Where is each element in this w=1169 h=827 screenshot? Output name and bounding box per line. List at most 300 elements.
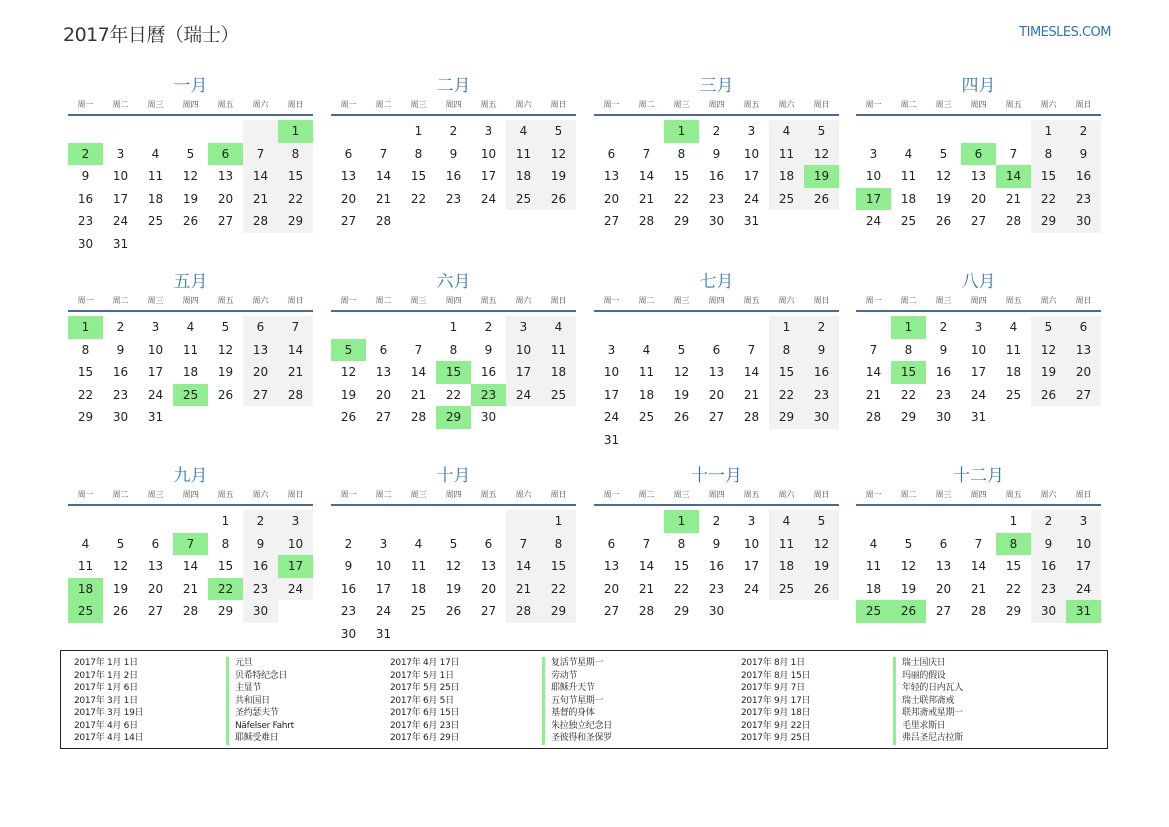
day-cell: 30	[708, 214, 725, 228]
holiday-date: 2017年 1月 6日	[74, 683, 138, 693]
day-cell: 31	[375, 626, 392, 641]
holiday-name: 耶稣升天节	[542, 682, 595, 695]
day-cell: 21	[865, 387, 882, 402]
holiday-item	[390, 657, 612, 670]
day-cell: 2	[243, 510, 278, 533]
empty-cell	[594, 316, 629, 339]
day-cell: 11	[865, 559, 882, 573]
day-cell: 27	[970, 214, 987, 228]
empty-cell	[173, 510, 208, 533]
day-cell: 4	[769, 510, 804, 533]
day-cell: 26	[112, 604, 129, 618]
day-cell: 3	[151, 320, 160, 334]
day-cell: 20	[147, 581, 164, 596]
page-title: 2017年日曆（瑞士）	[63, 24, 239, 46]
day-grid	[594, 316, 839, 451]
day-cell: 18	[900, 191, 917, 206]
holiday-date: 2017年 4月 17日	[390, 658, 460, 668]
day-cell: 15	[769, 361, 804, 384]
day-cell: 28	[182, 604, 199, 618]
day-cell: 11	[769, 533, 804, 556]
weekday-label: 周五	[743, 490, 760, 499]
site-link[interactable]: TIMESLES.COM	[1019, 25, 1111, 40]
day-cell: 8	[81, 342, 90, 357]
month-9	[68, 464, 313, 623]
empty-cell	[436, 510, 471, 533]
weekday-label: 周二	[638, 100, 655, 109]
empty-cell	[629, 510, 664, 533]
day-cell: 23	[708, 581, 725, 596]
day-cell: 20	[603, 191, 620, 206]
day-cell: 26	[1031, 384, 1066, 407]
weekday-label: 周四	[182, 490, 199, 499]
day-cell: 11	[769, 143, 804, 166]
holiday-item	[74, 695, 294, 708]
day-cell: 29	[1005, 604, 1022, 618]
weekday-label: 周二	[900, 490, 917, 499]
weekday-label: 周四	[445, 490, 462, 499]
day-grid	[594, 510, 839, 623]
day-cell: 3	[1066, 510, 1101, 533]
day-grid	[856, 120, 1101, 233]
day-cell: 16	[1031, 555, 1066, 578]
holiday-name: 玛丽的假设	[893, 670, 946, 683]
day-cell: 15	[278, 165, 313, 188]
weekday-label: 周二	[638, 296, 655, 305]
day-cell: 16	[708, 169, 725, 183]
weekday-label: 周日	[287, 296, 304, 305]
day-cell: 11	[541, 339, 576, 362]
holiday-item	[74, 732, 294, 745]
day-cell: 18	[410, 581, 427, 596]
day-grid	[68, 510, 313, 623]
day-cell: 4	[186, 320, 195, 334]
weekday-label: 周二	[375, 490, 392, 499]
weekday-label: 周四	[970, 100, 987, 109]
empty-cell	[891, 510, 926, 533]
holiday-name: 圣彼得和圣保罗	[542, 732, 612, 745]
day-cell: 6	[712, 342, 721, 357]
day-cell: 15	[410, 169, 427, 183]
day-cell: 19	[217, 365, 234, 379]
weekday-header	[594, 488, 839, 506]
day-cell: 28	[638, 604, 655, 618]
day-cell: 16	[708, 559, 725, 573]
day-cell: 23	[77, 214, 94, 228]
holiday-date: 2017年 9月 7日	[741, 683, 805, 693]
day-cell: 21	[638, 581, 655, 596]
empty-cell	[138, 510, 173, 533]
day-cell: 4	[81, 536, 90, 551]
day-cell: 14	[506, 555, 541, 578]
empty-cell	[926, 510, 961, 533]
day-cell: 29	[77, 410, 94, 424]
day-cell: 7	[642, 146, 651, 161]
day-cell: 18	[769, 165, 804, 188]
weekday-header	[68, 98, 313, 116]
weekday-header	[856, 98, 1101, 116]
empty-cell	[243, 120, 278, 143]
weekday-label: 周一	[865, 296, 882, 305]
day-grid	[594, 120, 839, 233]
weekday-label: 周五	[1005, 100, 1022, 109]
day-cell: 15	[673, 169, 690, 183]
day-cell: 24	[743, 581, 760, 596]
day-cell: 24	[603, 410, 620, 424]
day-cell: 14	[743, 365, 760, 379]
weekday-header	[331, 98, 576, 116]
day-cell: 29	[900, 410, 917, 424]
day-cell: 24	[1066, 578, 1101, 601]
day-cell: 18	[1005, 365, 1022, 379]
weekday-label: 周二	[112, 100, 129, 109]
empty-cell	[594, 120, 629, 143]
month-title: 七月	[699, 272, 734, 292]
day-cell: 7	[278, 316, 313, 339]
day-cell: 11	[900, 169, 917, 183]
day-cell: 21	[506, 578, 541, 601]
day-cell: 25	[638, 410, 655, 424]
day-cell: 20	[970, 191, 987, 206]
day-cell: 6	[607, 146, 616, 161]
weekday-label: 周四	[708, 490, 725, 499]
day-cell: 9	[712, 146, 721, 161]
day-cell: 25	[410, 604, 427, 618]
day-cell: 7	[869, 342, 878, 357]
day-cell: 17	[375, 581, 392, 596]
empty-cell	[366, 120, 401, 143]
weekday-label: 周五	[1005, 490, 1022, 499]
day-cell: 4	[904, 146, 913, 161]
day-cell: 20	[217, 191, 234, 206]
day-cell: 28	[278, 384, 313, 407]
day-cell: 7	[974, 536, 983, 551]
empty-cell	[366, 510, 401, 533]
day-cell: 31	[970, 410, 987, 424]
day-cell: 24	[743, 191, 760, 206]
day-cell: 28	[1005, 214, 1022, 228]
weekday-header	[594, 294, 839, 312]
day-cell: 13	[243, 339, 278, 362]
month-12	[856, 464, 1101, 623]
day-cell: 25	[506, 188, 541, 211]
day-cell: 30	[708, 604, 725, 618]
day-cell: 3	[379, 536, 388, 551]
day-cell: 16	[243, 555, 278, 578]
holiday-item	[390, 720, 612, 733]
holiday-day-cell: 15	[436, 361, 471, 384]
day-cell: 12	[182, 169, 199, 183]
holiday-day-cell: 18	[68, 578, 103, 601]
day-cell: 3	[607, 342, 616, 357]
day-cell: 13	[375, 365, 392, 379]
day-cell: 28	[506, 600, 541, 623]
weekday-label: 周二	[900, 296, 917, 305]
day-cell: 20	[935, 581, 952, 596]
day-cell: 5	[116, 536, 125, 551]
day-cell: 10	[865, 169, 882, 183]
empty-cell	[664, 316, 699, 339]
holiday-day-cell: 17	[856, 188, 891, 211]
holiday-item	[390, 695, 612, 708]
day-cell: 2	[1031, 510, 1066, 533]
day-cell: 26	[541, 188, 576, 211]
weekday-label: 周五	[480, 490, 497, 499]
weekday-header	[856, 488, 1101, 506]
holiday-name: 弗吕圣尼古拉斯	[893, 732, 963, 745]
day-cell: 4	[506, 120, 541, 143]
day-cell: 10	[375, 559, 392, 573]
holiday-date: 2017年 6月 29日	[390, 733, 460, 743]
weekday-label: 周一	[865, 100, 882, 109]
holiday-item	[74, 720, 294, 733]
day-cell: 31	[112, 236, 129, 251]
day-cell: 24	[506, 384, 541, 407]
day-cell: 3	[974, 320, 983, 334]
holiday-date: 2017年 4月 6日	[74, 720, 138, 731]
day-cell: 19	[935, 191, 952, 206]
day-cell: 23	[1031, 578, 1066, 601]
day-cell: 2	[116, 320, 125, 334]
day-cell: 4	[541, 316, 576, 339]
month-title: 六月	[436, 272, 471, 292]
day-cell: 28	[638, 214, 655, 228]
day-cell: 27	[243, 384, 278, 407]
day-cell: 12	[340, 365, 357, 379]
day-cell: 23	[340, 604, 357, 618]
empty-cell	[926, 120, 961, 143]
month-title: 四月	[961, 76, 996, 96]
day-cell: 25	[541, 384, 576, 407]
day-cell: 3	[747, 514, 756, 528]
holiday-name: 复活节星期一	[542, 657, 603, 670]
day-cell: 19	[182, 191, 199, 206]
day-cell: 18	[182, 365, 199, 379]
day-cell: 21	[182, 581, 199, 596]
holiday-day-cell: 5	[331, 339, 366, 362]
holiday-item	[741, 707, 963, 720]
day-cell: 31	[147, 410, 164, 424]
holiday-item	[741, 682, 963, 695]
day-cell: 30	[112, 410, 129, 424]
month-10	[331, 464, 576, 645]
day-cell: 9	[1066, 143, 1101, 166]
day-cell: 30	[480, 410, 497, 424]
month-title: 五月	[173, 272, 208, 292]
weekday-label: 周日	[1075, 100, 1092, 109]
day-cell: 27	[217, 214, 234, 228]
weekday-label: 周日	[287, 100, 304, 109]
day-cell: 16	[1066, 165, 1101, 188]
day-cell: 25	[769, 188, 804, 211]
weekday-label: 周三	[410, 100, 427, 109]
empty-cell	[699, 316, 734, 339]
day-cell: 3	[506, 316, 541, 339]
weekday-label: 周一	[77, 100, 94, 109]
day-cell: 22	[278, 188, 313, 211]
empty-cell	[331, 316, 366, 339]
month-title: 一月	[173, 76, 208, 96]
weekday-label: 周日	[1075, 490, 1092, 499]
month-title: 十二月	[953, 466, 1004, 486]
holiday-day-cell: 25	[173, 384, 208, 407]
day-cell: 16	[804, 361, 839, 384]
empty-cell	[138, 120, 173, 143]
holiday-name: 联邦斋戒星期一	[893, 707, 963, 720]
weekday-label: 周四	[445, 296, 462, 305]
day-cell: 12	[217, 342, 234, 357]
day-cell: 12	[804, 143, 839, 166]
day-cell: 23	[445, 191, 462, 206]
day-cell: 22	[900, 387, 917, 402]
weekday-label: 周六	[515, 100, 532, 109]
empty-cell	[401, 316, 436, 339]
day-cell: 27	[375, 410, 392, 424]
holiday-day-cell: 6	[961, 143, 996, 166]
holiday-name: 共和国日	[226, 695, 270, 708]
day-cell: 8	[677, 536, 686, 551]
weekday-label: 周三	[410, 490, 427, 499]
day-cell: 12	[673, 365, 690, 379]
day-cell: 26	[673, 410, 690, 424]
weekday-label: 周一	[77, 490, 94, 499]
day-cell: 8	[677, 146, 686, 161]
empty-cell	[208, 120, 243, 143]
day-cell: 30	[77, 236, 94, 251]
day-cell: 8	[769, 339, 804, 362]
day-cell: 27	[935, 604, 952, 618]
holiday-name: 贝希特纪念日	[226, 670, 287, 683]
day-cell: 23	[1066, 188, 1101, 211]
month-title: 三月	[699, 76, 734, 96]
day-cell: 19	[1031, 361, 1066, 384]
day-cell: 30	[935, 410, 952, 424]
holiday-day-cell: 2	[68, 143, 103, 166]
month-title: 八月	[961, 272, 996, 292]
holiday-name: 圣约瑟夫节	[226, 707, 279, 720]
empty-cell	[331, 510, 366, 533]
weekday-label: 周三	[147, 296, 164, 305]
day-cell: 21	[970, 581, 987, 596]
day-cell: 6	[379, 342, 388, 357]
day-cell: 25	[769, 578, 804, 601]
holiday-date: 2017年 6月 5日	[390, 695, 454, 706]
weekday-label: 周二	[375, 296, 392, 305]
day-cell: 25	[900, 214, 917, 228]
weekday-label: 周二	[112, 296, 129, 305]
day-cell: 9	[1031, 533, 1066, 556]
empty-cell	[734, 316, 769, 339]
day-cell: 27	[603, 214, 620, 228]
day-cell: 27	[1066, 384, 1101, 407]
holiday-date: 2017年 9月 25日	[741, 733, 811, 743]
day-cell: 5	[449, 536, 458, 551]
day-cell: 24	[278, 578, 313, 601]
day-cell: 29	[217, 604, 234, 618]
day-grid	[856, 316, 1101, 429]
weekday-label: 周四	[182, 100, 199, 109]
holiday-item	[74, 657, 294, 670]
day-cell: 15	[673, 559, 690, 573]
weekday-label: 周四	[970, 296, 987, 305]
day-cell: 11	[410, 559, 427, 573]
day-cell: 28	[743, 410, 760, 424]
weekday-label: 周六	[778, 490, 795, 499]
day-cell: 21	[278, 361, 313, 384]
day-grid	[331, 510, 576, 645]
day-cell: 24	[112, 214, 129, 228]
day-grid	[856, 510, 1101, 623]
holiday-name: 劳动节	[542, 670, 577, 683]
holiday-name: 毛里求斯日	[893, 720, 946, 733]
day-cell: 3	[116, 146, 125, 161]
weekday-label: 周一	[603, 490, 620, 499]
day-cell: 19	[541, 165, 576, 188]
day-cell: 5	[677, 342, 686, 357]
holiday-day-cell: 1	[68, 316, 103, 339]
holiday-day-cell: 1	[891, 316, 926, 339]
month-6	[331, 270, 576, 429]
day-cell: 12	[445, 559, 462, 573]
day-grid	[68, 120, 313, 255]
weekday-label: 周日	[813, 490, 830, 499]
holiday-name: 基督的身体	[542, 707, 595, 720]
holiday-name: 元旦	[226, 657, 252, 670]
day-cell: 14	[970, 559, 987, 573]
day-cell: 11	[77, 559, 94, 573]
day-cell: 18	[506, 165, 541, 188]
weekday-label: 周六	[252, 100, 269, 109]
holiday-day-cell: 25	[856, 600, 891, 623]
day-cell: 10	[970, 342, 987, 357]
day-cell: 21	[410, 387, 427, 402]
day-cell: 4	[414, 536, 423, 551]
day-cell: 9	[484, 342, 493, 357]
holiday-item	[390, 682, 612, 695]
day-cell: 14	[638, 169, 655, 183]
day-cell: 25	[147, 214, 164, 228]
holiday-day-cell: 26	[891, 600, 926, 623]
holiday-date: 2017年 3月 1日	[74, 695, 138, 706]
holiday-day-cell: 6	[208, 143, 243, 166]
month-title: 十月	[436, 466, 471, 486]
holiday-date: 2017年 9月 17日	[741, 695, 811, 706]
weekday-label: 周三	[673, 100, 690, 109]
day-cell: 29	[673, 214, 690, 228]
day-cell: 20	[1066, 361, 1101, 384]
day-cell: 12	[541, 143, 576, 166]
month-title: 九月	[173, 466, 208, 486]
month-3	[594, 74, 839, 233]
holiday-date: 2017年 6月 23日	[390, 720, 460, 731]
day-cell: 17	[147, 365, 164, 379]
holiday-day-cell: 14	[996, 165, 1031, 188]
holiday-column	[74, 657, 294, 745]
weekday-label: 周二	[900, 100, 917, 109]
weekday-label: 周三	[147, 490, 164, 499]
day-cell: 15	[1031, 165, 1066, 188]
day-cell: 17	[970, 365, 987, 379]
day-cell: 17	[743, 169, 760, 183]
day-cell: 22	[673, 191, 690, 206]
day-cell: 5	[541, 120, 576, 143]
day-cell: 4	[642, 342, 651, 357]
day-cell: 26	[804, 578, 839, 601]
day-cell: 5	[221, 320, 230, 334]
day-cell: 20	[243, 361, 278, 384]
weekday-label: 周六	[515, 490, 532, 499]
weekday-label: 周六	[515, 296, 532, 305]
